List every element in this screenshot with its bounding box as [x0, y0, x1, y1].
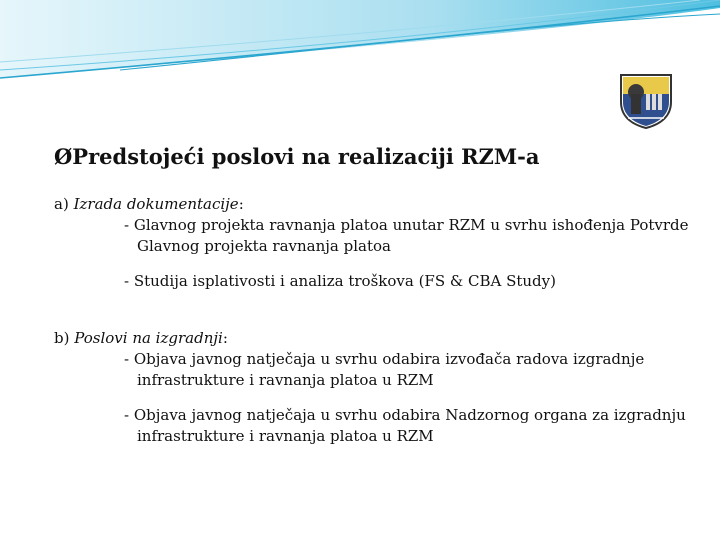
bullet-arrow: Ø [54, 144, 73, 169]
heading-text: Predstojeći poslovi na realizaciji RZM-a [72, 144, 540, 169]
section-a-title: Izrada dokumentacije [73, 195, 239, 213]
list-item: - Objava javnog natječaja u svrhu odabira Nadzornog organa za izgradnju infrastrukture i ravnanja platoa u RZM [124, 406, 686, 445]
slide-heading [54, 144, 539, 169]
list-item: - Objava javnog natječaja u svrhu odabira izvođača radova izgradnje infrastrukture i ravnanja platoa u RZM [124, 350, 645, 389]
section-b-label: b) Poslovi na izgradnji: [54, 329, 228, 347]
header-wave-decoration [0, 0, 720, 90]
section-a-label: a) Izrada dokumentacije: [54, 195, 244, 213]
section-b-title: Poslovi na izgradnji [74, 329, 223, 347]
list-item: - Glavnog projekta ravnanja platoa unutar RZM u svrhu ishođenja Potvrde Glavnog projekta ravnanja platoa [124, 216, 689, 255]
list-item: - Studija isplativosti i analiza troškova (FS & CBA Study) [124, 272, 556, 290]
coat-of-arms-icon [618, 72, 674, 130]
slide-content [54, 194, 714, 447]
